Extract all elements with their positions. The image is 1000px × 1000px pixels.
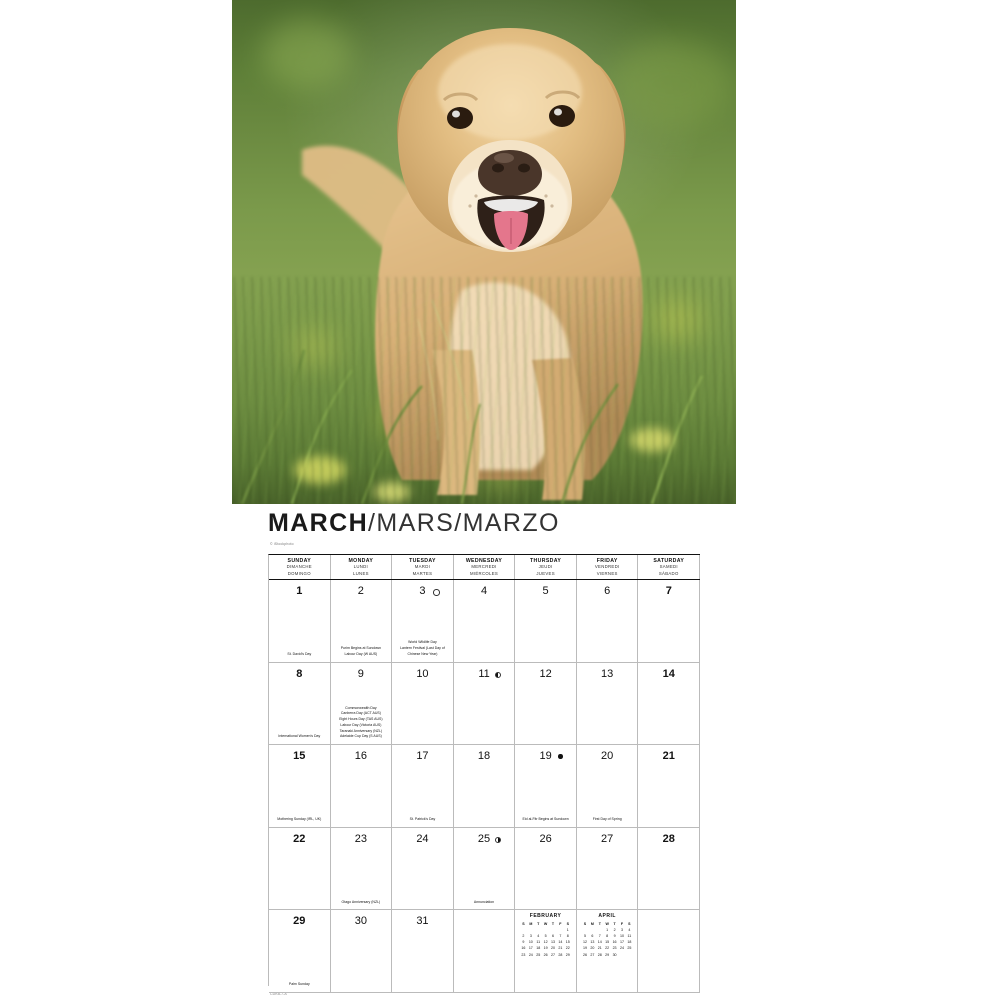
mini-month-table bbox=[581, 921, 633, 958]
mini-day: 8 bbox=[566, 934, 569, 939]
weekday-en: MONDAY bbox=[348, 558, 374, 565]
mini-weekday: T bbox=[537, 921, 540, 926]
weekday-header-monday bbox=[331, 555, 393, 579]
mini-day: 19 bbox=[583, 946, 587, 951]
day-number: 14 bbox=[662, 667, 675, 680]
mini-day: 22 bbox=[565, 946, 570, 951]
mini-day: 3 bbox=[620, 927, 623, 932]
weekday-fr: DIMANCHE bbox=[286, 564, 312, 570]
mini-day: 23 bbox=[521, 952, 526, 957]
day-number: 2 bbox=[357, 585, 364, 597]
mini-day: 16 bbox=[612, 940, 617, 945]
mini-day: 18 bbox=[627, 940, 632, 945]
mini-week-row bbox=[520, 952, 572, 958]
mini-day: 25 bbox=[627, 946, 632, 951]
weekday-es: DOMINGO bbox=[287, 570, 311, 576]
event-label: Canberra Day (ACT AUS) bbox=[340, 711, 381, 716]
weekday-es: VIERNES bbox=[596, 570, 618, 576]
mini-day: 13 bbox=[550, 940, 555, 945]
empty-cell bbox=[454, 910, 516, 992]
day-number: 19 bbox=[539, 750, 552, 763]
day-events bbox=[333, 900, 390, 906]
event-label: Taranaki Anniversary (NZL) bbox=[339, 728, 383, 733]
mini-weekday: T bbox=[613, 921, 616, 926]
mini-day bbox=[626, 952, 633, 958]
weekday-fr: VENDREDI bbox=[594, 564, 620, 570]
day-events bbox=[579, 817, 636, 823]
mini-day: 9 bbox=[522, 940, 525, 945]
day-number: 18 bbox=[477, 750, 491, 763]
day-number: 26 bbox=[539, 832, 552, 845]
event-label: First Day of Spring bbox=[592, 817, 622, 822]
month-title bbox=[268, 509, 560, 538]
mini-day: 21 bbox=[597, 946, 602, 951]
day-number: 5 bbox=[542, 585, 549, 597]
mini-weekday: S bbox=[583, 921, 587, 926]
event-label: Labour Day (W AUS) bbox=[344, 651, 378, 656]
mini-day: 23 bbox=[612, 946, 617, 951]
day-number: 16 bbox=[354, 750, 367, 763]
mini-day: 1 bbox=[566, 927, 569, 932]
mini-month-table bbox=[520, 921, 572, 958]
mini-day: 24 bbox=[619, 946, 624, 951]
weekday-en: THURSDAY bbox=[530, 558, 562, 565]
day-number: 11 bbox=[478, 667, 490, 680]
event-label: Labour Day (Victoria AUS) bbox=[340, 722, 382, 727]
day-cell[interactable] bbox=[392, 745, 454, 827]
weekday-fr: SAMEDI bbox=[659, 564, 678, 570]
mini-weekday: F bbox=[620, 921, 624, 926]
calendar-section bbox=[232, 504, 736, 1000]
day-cell[interactable] bbox=[454, 580, 516, 662]
day-cell[interactable] bbox=[577, 828, 639, 910]
month-title-main: MARCH bbox=[268, 509, 369, 537]
mini-day: 2 bbox=[613, 927, 616, 932]
weekday-en: FRIDAY bbox=[596, 558, 618, 565]
mini-day: 27 bbox=[550, 952, 555, 957]
mini-day: 14 bbox=[597, 940, 602, 945]
day-cell[interactable] bbox=[269, 910, 331, 992]
event-label: Commonwealth Day bbox=[345, 705, 377, 710]
event-label: Mothering Sunday (IRL, UK) bbox=[277, 817, 322, 822]
mini-month-april bbox=[579, 913, 636, 958]
day-number: 7 bbox=[665, 585, 672, 597]
day-cell[interactable] bbox=[638, 745, 700, 827]
day-cell[interactable] bbox=[577, 663, 639, 745]
day-cell[interactable] bbox=[331, 745, 393, 827]
mini-day: 5 bbox=[544, 934, 547, 939]
mini-day: 13 bbox=[590, 940, 595, 945]
day-events bbox=[271, 817, 328, 823]
event-label: Otago Anniversary (NZL) bbox=[341, 899, 381, 904]
weekday-es: LUNES bbox=[352, 570, 369, 576]
mini-day: 29 bbox=[605, 952, 610, 957]
day-cell[interactable] bbox=[392, 910, 454, 992]
day-cell[interactable] bbox=[392, 828, 454, 910]
event-label: Eid al-Fitr Begins at Sundown bbox=[522, 817, 569, 822]
mini-day: 25 bbox=[536, 952, 541, 957]
day-number: 4 bbox=[480, 585, 488, 597]
day-cell[interactable] bbox=[454, 663, 516, 745]
mini-day: 28 bbox=[558, 952, 563, 957]
mini-day: 27 bbox=[590, 952, 595, 957]
mini-day: 16 bbox=[521, 946, 526, 951]
product-code: CDKB-7-A bbox=[270, 992, 287, 996]
mini-day: 9 bbox=[613, 934, 616, 939]
event-label: Palm Sunday bbox=[288, 982, 310, 987]
day-number: 30 bbox=[354, 915, 367, 928]
day-cell[interactable] bbox=[331, 663, 393, 745]
weekday-en: SATURDAY bbox=[653, 558, 685, 565]
mini-day: 15 bbox=[565, 940, 570, 945]
day-number: 12 bbox=[539, 667, 552, 680]
day-cell[interactable] bbox=[269, 745, 331, 827]
day-cell[interactable] bbox=[515, 663, 577, 745]
day-cell[interactable] bbox=[515, 580, 577, 662]
empty-cell bbox=[515, 910, 577, 992]
day-number: 17 bbox=[416, 750, 429, 763]
mini-day: 2 bbox=[522, 934, 525, 939]
weekday-header-saturday bbox=[638, 555, 700, 579]
event-label: Purim Begins at Sundown bbox=[340, 646, 381, 651]
mini-weekday: S bbox=[522, 921, 525, 926]
calendar-week-row bbox=[269, 828, 700, 911]
day-cell[interactable] bbox=[454, 745, 516, 827]
mini-day: 19 bbox=[543, 946, 548, 951]
mini-weekday: S bbox=[628, 921, 631, 926]
moon-phase-full-icon bbox=[433, 589, 440, 596]
day-cell[interactable] bbox=[331, 910, 393, 992]
day-cell[interactable] bbox=[269, 580, 331, 662]
grass-overlay bbox=[232, 277, 736, 504]
mini-day: 11 bbox=[627, 934, 632, 939]
mini-month-february bbox=[517, 913, 574, 958]
mini-weekday: T bbox=[551, 921, 555, 926]
mini-day: 7 bbox=[559, 934, 562, 939]
day-events bbox=[394, 640, 451, 657]
day-cell[interactable] bbox=[454, 828, 516, 910]
weekday-header-sunday bbox=[269, 555, 331, 579]
mini-week-row bbox=[581, 952, 633, 958]
day-number: 9 bbox=[357, 667, 364, 680]
calendar-week-row bbox=[269, 745, 700, 828]
calendar-weeks bbox=[269, 580, 700, 993]
mini-day: 12 bbox=[543, 940, 548, 945]
weekday-es: MARTES bbox=[412, 570, 433, 576]
mini-day: 10 bbox=[619, 934, 624, 939]
day-number: 22 bbox=[293, 832, 306, 845]
calendar-week-row bbox=[269, 910, 700, 993]
day-cell[interactable] bbox=[392, 580, 454, 662]
mini-day: 11 bbox=[536, 940, 541, 945]
day-cell[interactable] bbox=[577, 580, 639, 662]
moon-phase-new-icon bbox=[558, 754, 563, 759]
mini-day: 20 bbox=[550, 946, 555, 951]
day-cell[interactable] bbox=[638, 663, 700, 745]
event-label: Annunciation bbox=[473, 899, 495, 904]
day-cell[interactable] bbox=[515, 828, 577, 910]
mini-day: 18 bbox=[536, 946, 541, 951]
day-number: 1 bbox=[296, 585, 303, 597]
mini-weekday: S bbox=[566, 921, 569, 926]
event-label: Adelaide Cup Day (S AUS) bbox=[339, 734, 382, 739]
day-number: 8 bbox=[296, 667, 303, 680]
mini-day: 5 bbox=[584, 934, 586, 939]
mini-day: 22 bbox=[605, 946, 610, 951]
day-number: 13 bbox=[601, 667, 614, 680]
day-number: 3 bbox=[419, 585, 426, 597]
mini-day: 15 bbox=[605, 940, 610, 945]
day-cell[interactable] bbox=[331, 580, 393, 662]
day-number: 15 bbox=[293, 750, 306, 763]
mini-day: 26 bbox=[543, 952, 548, 957]
day-number: 24 bbox=[416, 832, 429, 845]
photo-credit: © iStockphoto bbox=[270, 542, 294, 546]
mini-month-title: APRIL bbox=[598, 913, 616, 920]
day-number: 21 bbox=[662, 750, 675, 763]
mini-day: 28 bbox=[597, 952, 602, 957]
day-number: 27 bbox=[601, 832, 614, 845]
day-cell[interactable] bbox=[392, 663, 454, 745]
day-cell[interactable] bbox=[269, 663, 331, 745]
mini-day: 29 bbox=[565, 952, 570, 957]
weekday-fr: JEUDI bbox=[538, 564, 553, 570]
day-events bbox=[333, 646, 390, 658]
day-events bbox=[271, 652, 328, 658]
day-events bbox=[333, 706, 390, 741]
mini-day: 12 bbox=[583, 940, 587, 945]
day-events bbox=[517, 817, 574, 823]
mini-day: 4 bbox=[537, 934, 540, 939]
weekday-header-wednesday bbox=[454, 555, 516, 579]
mini-weekday: M bbox=[529, 921, 533, 926]
mini-month-title: FEBRUARY bbox=[529, 913, 562, 920]
weekday-fr: LUNDI bbox=[353, 564, 369, 570]
day-number: 6 bbox=[604, 585, 611, 597]
weekday-header-tuesday bbox=[392, 555, 454, 579]
day-number: 23 bbox=[354, 832, 367, 845]
day-events bbox=[394, 817, 451, 823]
event-label: St. David's Day bbox=[287, 651, 312, 656]
event-label: Lantern Festival (Last Day of Chinese New Year) bbox=[400, 646, 445, 656]
weekday-header-thursday bbox=[515, 555, 577, 579]
mini-day: 26 bbox=[583, 952, 587, 957]
day-events bbox=[271, 734, 328, 740]
mini-day: 3 bbox=[529, 934, 532, 939]
calendar-week-row bbox=[269, 580, 700, 663]
day-cell[interactable] bbox=[638, 828, 700, 910]
mini-day: 6 bbox=[591, 934, 594, 939]
mini-day: 7 bbox=[598, 934, 601, 939]
mini-day: 30 bbox=[612, 952, 617, 957]
weekday-es: JUEVES bbox=[536, 570, 555, 576]
day-cell[interactable] bbox=[515, 745, 577, 827]
day-events bbox=[456, 900, 513, 906]
day-cell[interactable] bbox=[269, 828, 331, 910]
mini-day: 4 bbox=[628, 927, 631, 932]
mini-day: 10 bbox=[528, 940, 533, 945]
empty-cell bbox=[638, 910, 700, 992]
mini-day: 6 bbox=[551, 934, 554, 939]
weekday-fr: MARDI bbox=[414, 564, 431, 570]
weekday-header-friday bbox=[577, 555, 639, 579]
weekday-en: WEDNESDAY bbox=[465, 558, 503, 565]
weekday-fr: MERCREDI bbox=[471, 564, 497, 570]
empty-cell bbox=[577, 910, 639, 992]
mini-weekday: M bbox=[590, 921, 594, 926]
day-cell[interactable] bbox=[331, 828, 393, 910]
mini-day bbox=[618, 952, 625, 958]
event-label: Eight Hours Day (TAS AUS) bbox=[339, 717, 383, 722]
mini-weekday: W bbox=[605, 921, 609, 926]
day-number: 25 bbox=[477, 832, 491, 845]
mini-day: 1 bbox=[606, 927, 609, 932]
weekday-en: SUNDAY bbox=[287, 558, 312, 565]
mini-weekday: T bbox=[598, 921, 601, 926]
mini-day: 20 bbox=[590, 946, 595, 951]
day-events bbox=[271, 982, 328, 988]
weekday-en: TUESDAY bbox=[409, 558, 436, 565]
calendar-grid bbox=[268, 554, 700, 986]
day-number: 29 bbox=[293, 915, 306, 928]
day-number: 20 bbox=[601, 750, 614, 763]
day-cell[interactable] bbox=[577, 745, 639, 827]
event-label: World Wildlife Day bbox=[408, 640, 437, 645]
weekday-header-row bbox=[269, 555, 700, 580]
mini-day: 17 bbox=[619, 940, 624, 945]
event-label: International Women's Day bbox=[278, 734, 321, 739]
day-cell[interactable] bbox=[638, 580, 700, 662]
mini-day: 21 bbox=[558, 946, 563, 951]
mini-weekday: F bbox=[559, 921, 562, 926]
month-title-alt: /MARS/MARZO bbox=[368, 509, 560, 537]
mini-day: 14 bbox=[558, 940, 563, 945]
mini-day: 17 bbox=[528, 946, 533, 951]
weekday-es: SÁBADO bbox=[658, 570, 679, 576]
mini-weekday: W bbox=[543, 921, 548, 926]
day-number: 28 bbox=[662, 832, 675, 845]
mini-day: 24 bbox=[528, 952, 533, 957]
day-number: 10 bbox=[416, 667, 429, 680]
calendar-photo bbox=[232, 0, 736, 504]
weekday-es: MIÉRCOLES bbox=[470, 570, 499, 576]
mini-day: 8 bbox=[606, 934, 609, 939]
calendar-week-row bbox=[269, 663, 700, 746]
event-label: St. Patrick's Day bbox=[409, 817, 436, 822]
day-number: 31 bbox=[416, 915, 429, 928]
